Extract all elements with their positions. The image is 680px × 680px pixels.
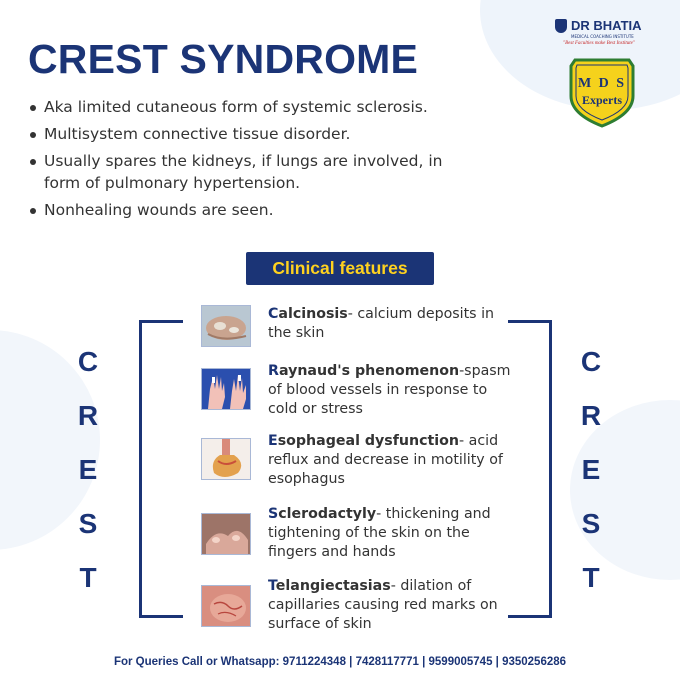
institute-logo <box>555 18 675 133</box>
feature-name: elangiectasias <box>275 578 391 594</box>
bullet-item: Aka limited cutaneous form of systemic sclerosis. <box>30 96 550 118</box>
right-bracket <box>508 320 552 618</box>
crest-letter: S <box>78 508 98 539</box>
crest-letter: C <box>580 346 602 377</box>
crest-letter: T <box>79 562 97 593</box>
crest-acronym-left <box>73 340 103 610</box>
feature-description: - calcium deposits in the skin <box>268 306 495 341</box>
telangiectasia-photo-icon <box>201 585 251 627</box>
logo-subtitle: MEDICAL COACHING INSTITUTE <box>571 34 634 39</box>
intro-bullet-list <box>30 96 550 226</box>
feature-initial: E <box>268 433 278 449</box>
crest-acronym-right <box>576 340 606 610</box>
bullet-item: Usually spares the kidneys, if lungs are involved, in form of pulmonary hypertension. <box>30 150 480 194</box>
badge-line1: M D S <box>577 76 627 91</box>
crest-letter: E <box>581 454 601 485</box>
feature-initial: S <box>268 506 279 522</box>
clinical-features-banner: Clinical features <box>246 252 434 285</box>
feature-description: - acid reflux and decrease in motility of esophagus <box>268 433 503 487</box>
feature-description: - dilation of capillaries causing red marks on surface of skin <box>268 578 498 632</box>
shield-icon <box>555 19 567 33</box>
feature-description: -spasm of blood vessels in response to cold or stress <box>268 363 511 417</box>
sclerodactyly-photo-icon <box>201 513 251 555</box>
crest-letter: R <box>580 400 602 431</box>
esophagus-illustration-icon <box>201 438 251 480</box>
crest-letter: R <box>77 400 99 431</box>
page-title: CREST SYNDROME <box>28 36 419 82</box>
crest-letter: E <box>78 454 98 485</box>
bullet-item: Multisystem connective tissue disorder. <box>30 123 550 145</box>
feature-initial: T <box>268 578 276 594</box>
logo-name: DR BHATIA <box>571 18 642 33</box>
bullet-item: Nonhealing wounds are seen. <box>30 199 550 221</box>
crest-letter: S <box>581 508 601 539</box>
crest-letter: T <box>582 562 600 593</box>
raynaud-hands-photo-icon <box>201 368 251 410</box>
feature-name: aynaud's phenomenon <box>278 363 460 379</box>
crest-letter: C <box>77 346 99 377</box>
calcinosis-photo-icon <box>201 305 251 347</box>
logo-tagline: "Best Faculties make Best Institute" <box>563 41 635 46</box>
contact-footer: For Queries Call or Whatsapp: 9711224348 | 7428117771 | 9599005745 | 9350256286 <box>113 656 567 668</box>
left-bracket <box>139 320 183 618</box>
badge-line2: Experts <box>582 93 622 107</box>
mds-experts-badge-icon <box>565 56 639 128</box>
feature-name: alcinosis <box>278 306 348 322</box>
feature-initial: R <box>268 363 279 379</box>
feature-initial: C <box>268 306 279 322</box>
feature-name: clerodactyly <box>278 506 377 522</box>
feature-description: - thickening and tightening of the skin on the fingers and hands <box>268 506 491 560</box>
feature-name: sophageal dysfunction <box>277 433 460 449</box>
